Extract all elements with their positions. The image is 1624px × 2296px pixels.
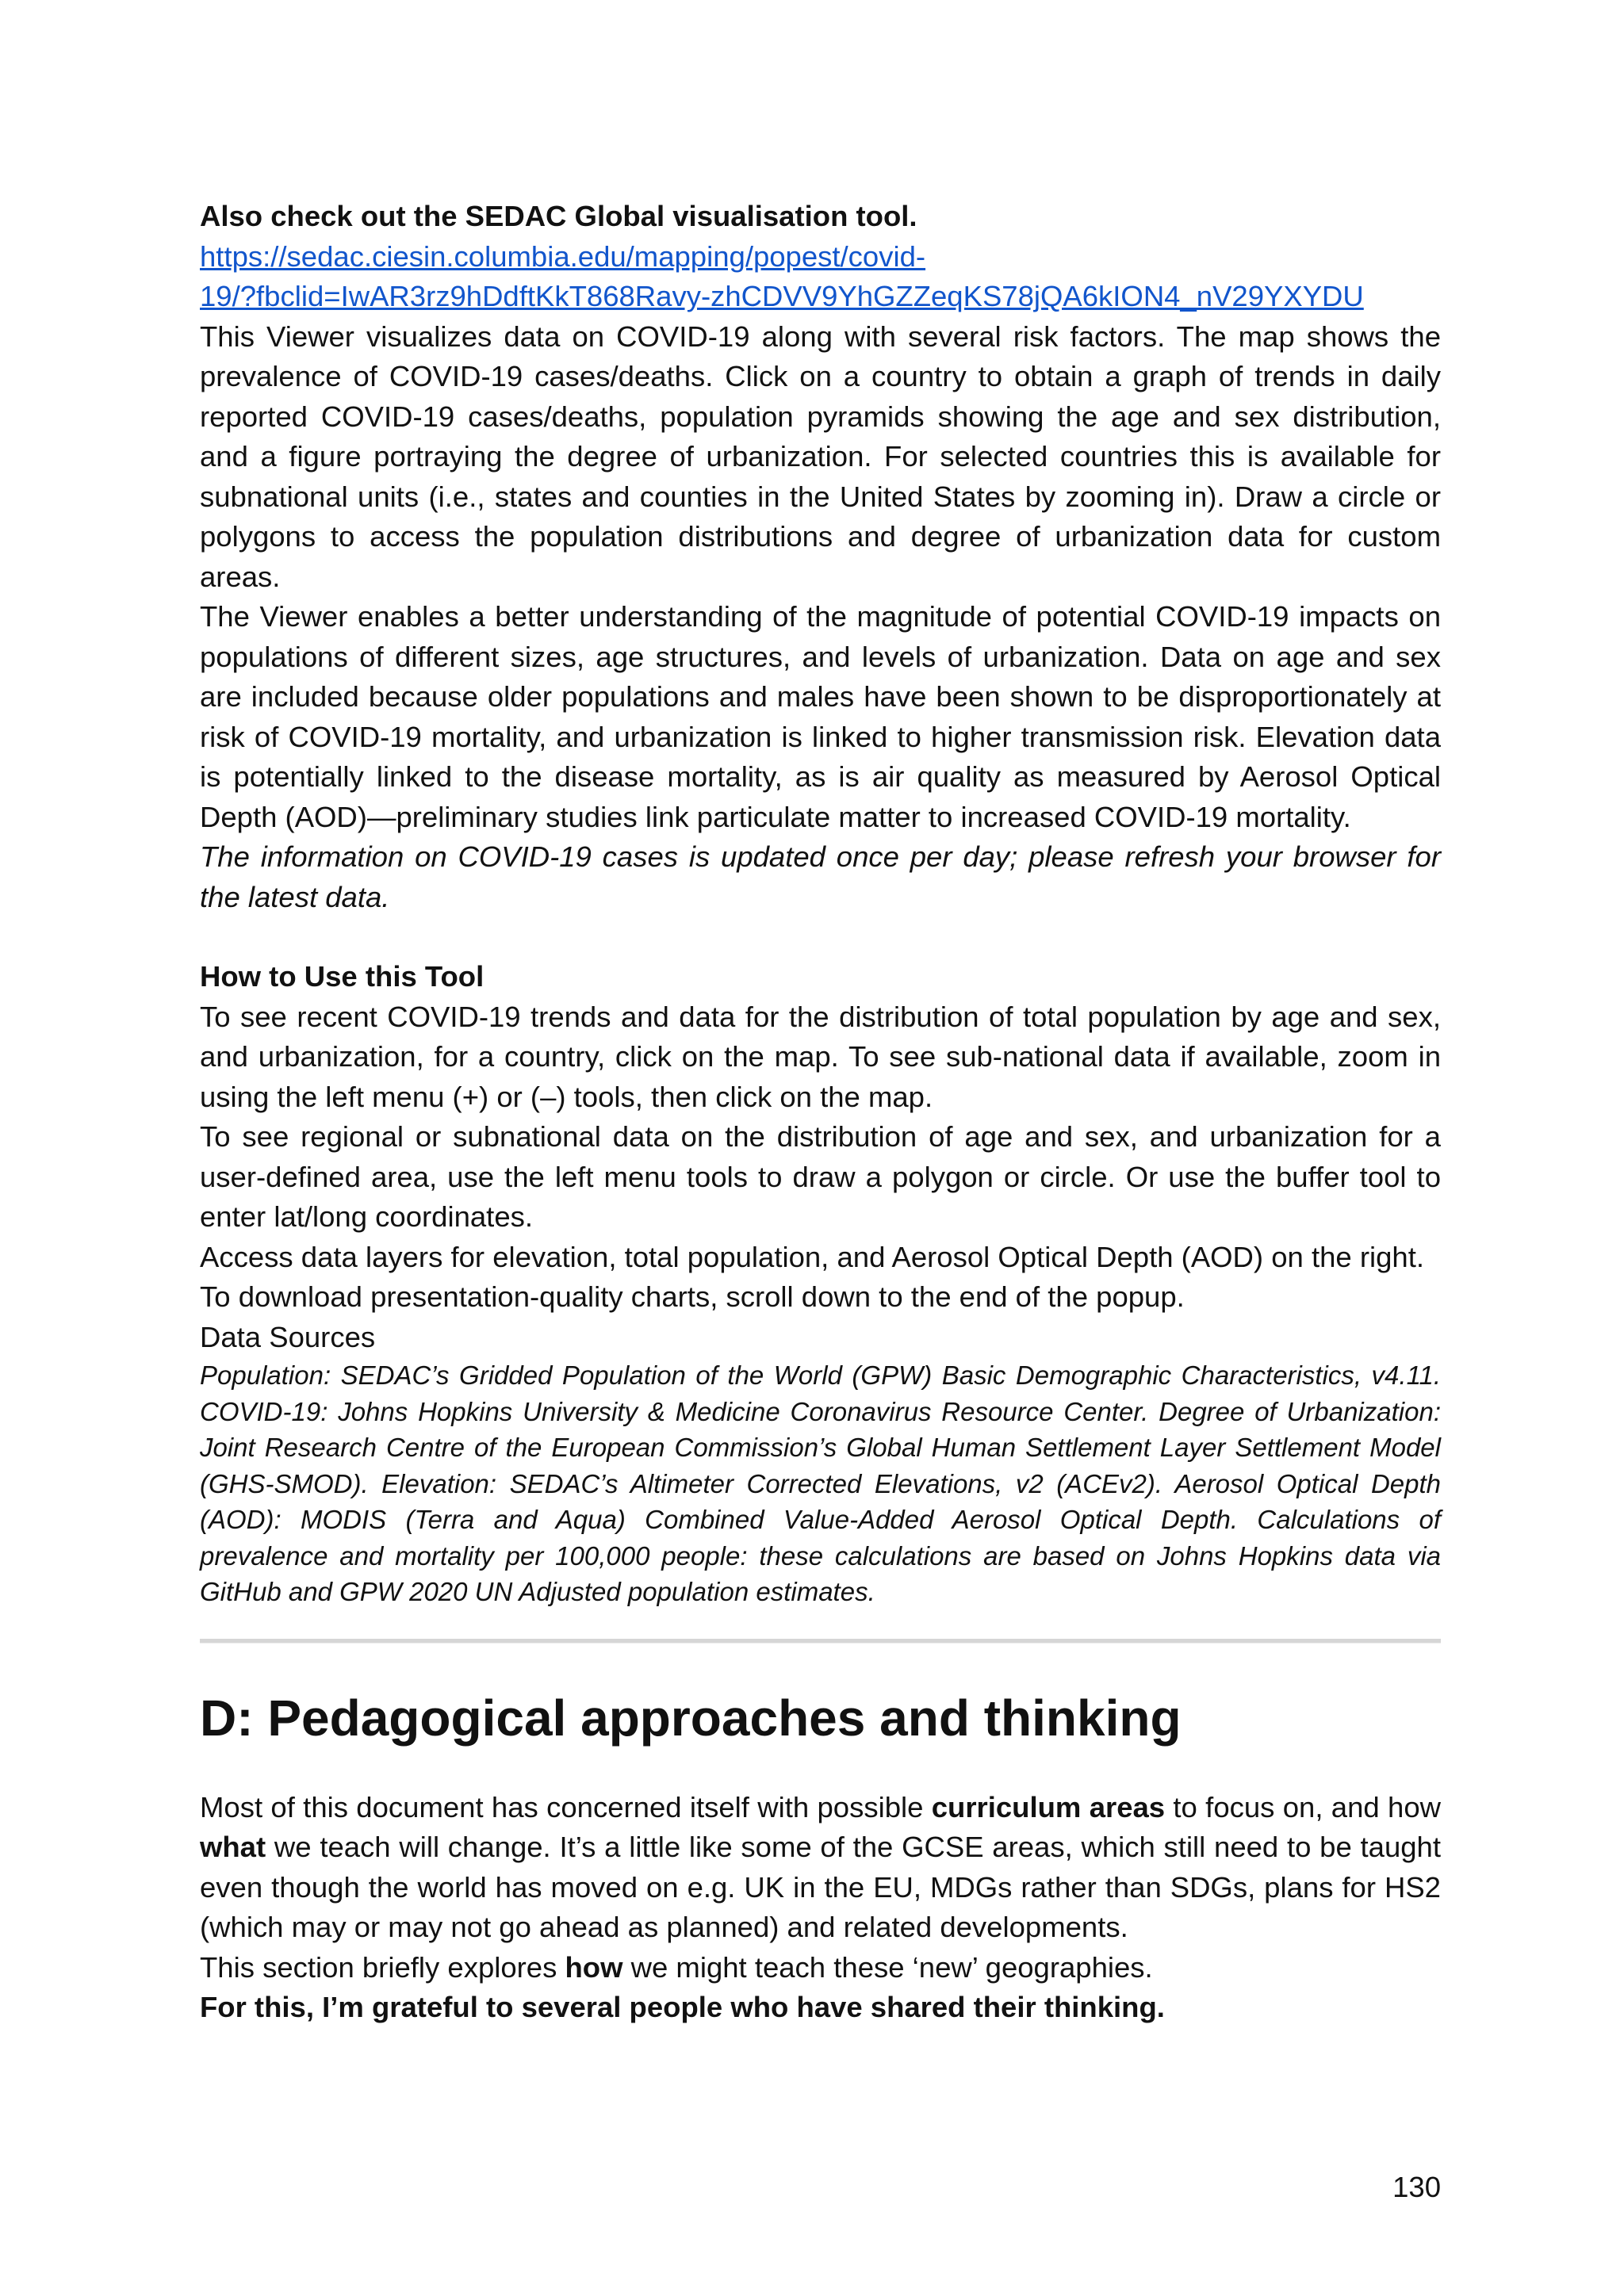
sedac-heading: Also check out the SEDAC Global visualisation tool. bbox=[200, 200, 917, 232]
section-d-para1: Most of this document has concerned itself with possible curriculum areas to focus on, and how what we teach will change. It’s a little like some of the GCSE areas, which still need to be taught even though the world has moved on e.g. UK in the EU, MDGs rather than SDGs, plans for HS2 (which may or may not go ahead as planned) and related developments. bbox=[200, 1790, 1441, 1943]
section-d-title: D: Pedagogical approaches and thinking bbox=[200, 1689, 1182, 1747]
viewer-rationale: The Viewer enables a better understanding of the magnitude of potential COVID-19 impacts on populations of different sizes, age structures, and levels of urbanization. Data on age and sex are included because older populations and males have been shown to be disproportionately at risk of COVID-19 mortality, and urbanization is linked to higher transmission risk. Elevation data is potentially linked to the disease mortality, as is air quality as measured by Aerosol Optical Depth (AOD)—preliminary studies link particulate matter to increased COVID-19 mortality. bbox=[200, 600, 1441, 833]
data-sources-text: Population: SEDAC’s Gridded Population of the World (GPW) Basic Demographic Characteristics, v4.11. COVID-19: Johns Hopkins University & Medicine Coronavirus Resource Center. Degree of Urbanization: Joint Research Centre of the European Commission’s Global Human Settlement Layer Settlement Model (GHS-SMOD). Elevation: SEDAC’s Altimeter Corrected Elevations, v2 (ACEv2). Aerosol Optical Depth (AOD): MODIS (Terra and Aqua) Combined Value-Added Aerosol Optical Depth. Calculations of prevalence and mortality per 100,000 people: these calculations are based on Johns Hopkins data via GitHub and GPW 2020 UN Adjusted population estimates. bbox=[200, 1360, 1441, 1606]
howto-para-layers: Access data layers for elevation, total population, and Aerosol Optical Depth (AOD) on the right. bbox=[200, 1240, 1424, 1273]
sedac-link-line2[interactable]: 19/?fbclid=IwAR3rz9hDdftKkT868Ravy-zhCDVV9YhGZZeqKS78jQA6kION4_nV29YXYDU bbox=[200, 280, 1364, 312]
howto-heading: How to Use this Tool bbox=[200, 960, 485, 993]
section-d-para2: This section briefly explores how we might teach these ‘new’ geographies. bbox=[200, 1950, 1153, 1984]
howto-para-country: To see recent COVID-19 trends and data for the distribution of total population by age and sex, and urbanization, for a country, click on the map. To see sub-national data if available, zoom in using the left menu (+) or (–) tools, then click on the map. bbox=[200, 1000, 1441, 1113]
viewer-description: This Viewer visualizes data on COVID-19 along with several risk factors. The map shows the prevalence of COVID-19 cases/deaths. Click on a country to obtain a graph of trends in daily reported COVID-19 cases/deaths, population pyramids showing the age and sex distribution, and a figure portraying the degree of urbanization. For selected countries this is available for subnational units (i.e., states and counties in the United States by zooming in). Draw a circle or polygons to access the population distributions and degree of urbanization data for custom areas. bbox=[200, 320, 1441, 593]
howto-para-region: To see regional or subnational data on the distribution of age and sex, and urbanization for a user-defined area, use the left menu tools to draw a polygon or circle. Or use the buffer tool to enter lat/long coordinates. bbox=[200, 1120, 1441, 1233]
emphasis-how: how bbox=[565, 1950, 623, 1984]
howto-para-download: To download presentation-quality charts, scroll down to the end of the popup. bbox=[200, 1280, 1185, 1313]
emphasis-what: what bbox=[200, 1831, 266, 1863]
section-d-para3: For this, I’m grateful to several people who have shared their thinking. bbox=[200, 1991, 1165, 2023]
page-number: 130 bbox=[1392, 2171, 1441, 2203]
sedac-link-line1[interactable]: https://sedac.ciesin.columbia.edu/mapping/popest/covid- bbox=[200, 239, 926, 273]
update-note: The information on COVID-19 cases is updated once per day; please refresh your browser for the latest data. bbox=[200, 840, 1441, 913]
document-page bbox=[200, 0, 1441, 2028]
data-sources-label: Data Sources bbox=[200, 1320, 376, 1353]
sedac-link[interactable] bbox=[200, 237, 1441, 317]
emphasis-curriculum-areas: curriculum areas bbox=[931, 1790, 1166, 1823]
